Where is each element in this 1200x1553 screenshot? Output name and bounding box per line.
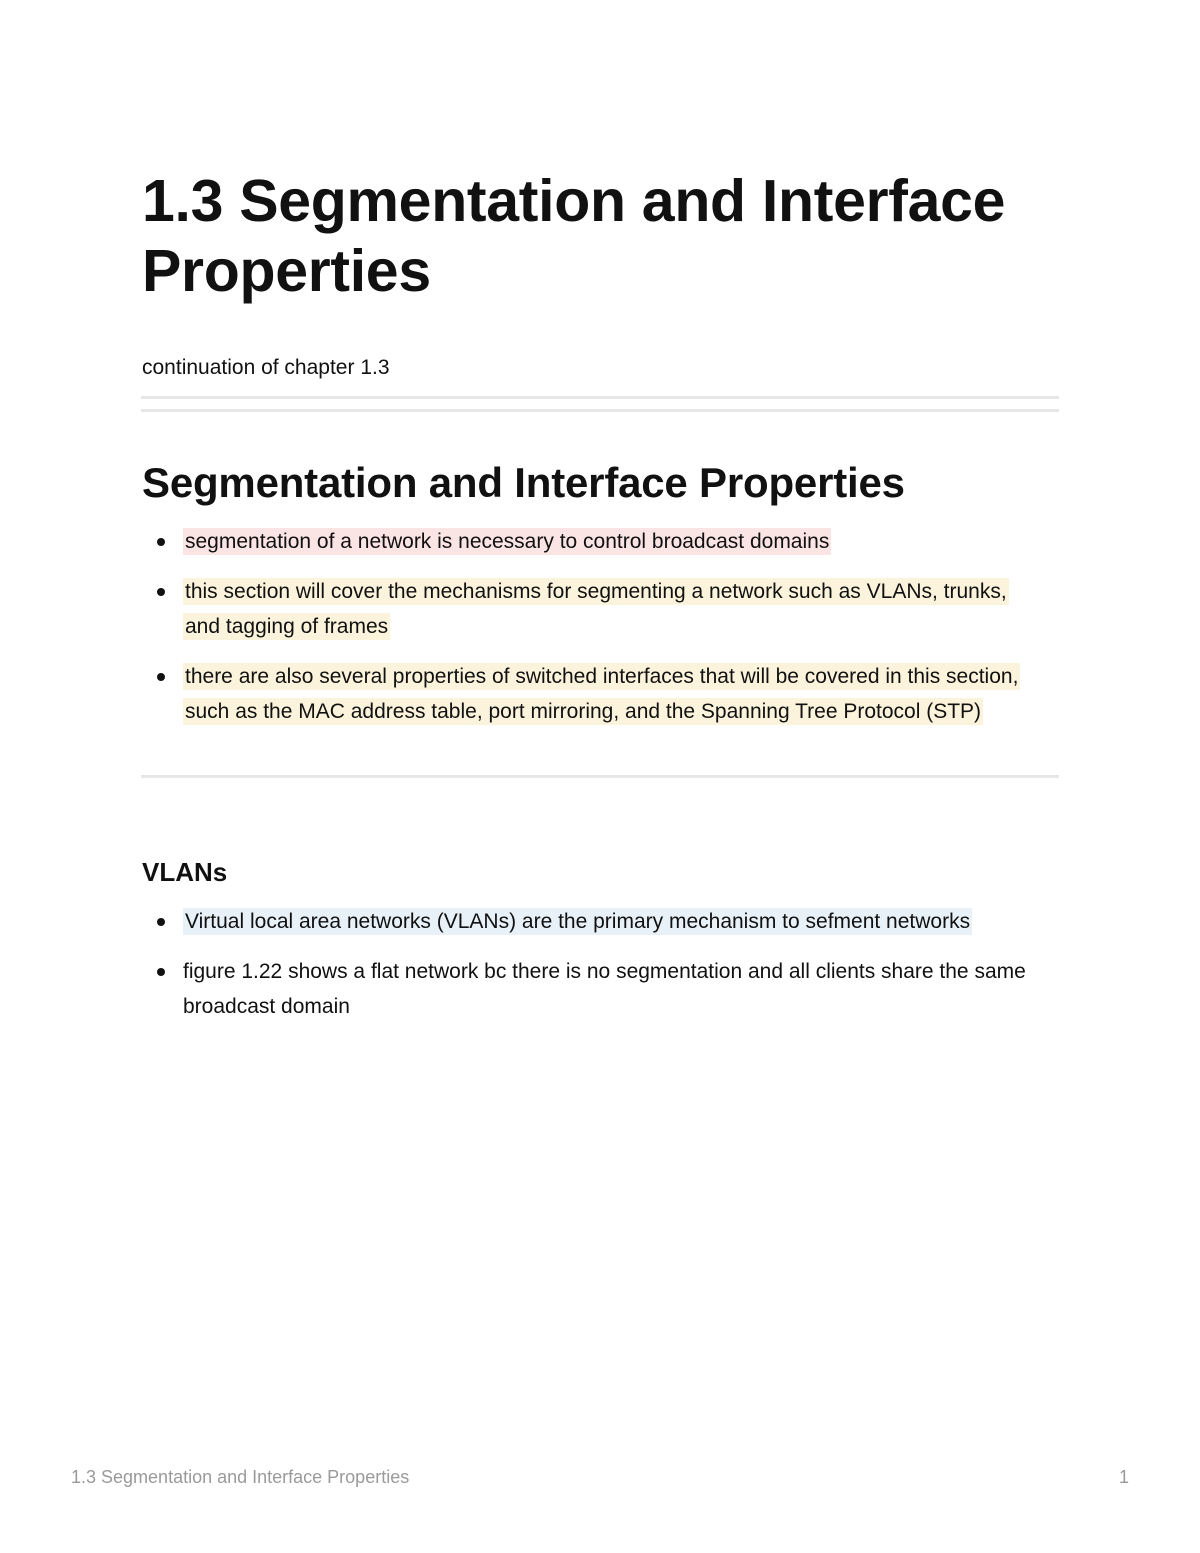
list-item bbox=[142, 904, 1042, 940]
bullet-icon bbox=[157, 918, 165, 926]
list-item bbox=[142, 524, 1042, 560]
section-heading: Segmentation and Interface Properties bbox=[142, 459, 905, 506]
section-bullet-list bbox=[142, 524, 1042, 744]
highlighted-text: there are also several properties of switched interfaces that will be covered in this section, such as the MAC address table, port mirroring, and the Spanning Tree Protocol (STP) bbox=[185, 664, 1019, 723]
page-number: 1 bbox=[1118, 1467, 1129, 1487]
footer-title: 1.3 Segmentation and Interface Properties bbox=[71, 1467, 410, 1487]
subsection-bullet-list bbox=[142, 904, 1042, 1039]
highlighted-text: Virtual local area networks (VLANs) are the primary mechanism to sefment networks bbox=[185, 910, 971, 933]
bullet-icon bbox=[157, 673, 165, 681]
divider bbox=[141, 775, 1059, 778]
bullet-icon bbox=[157, 968, 165, 976]
list-item bbox=[142, 659, 1042, 730]
divider bbox=[141, 396, 1059, 399]
list-item bbox=[142, 574, 1042, 645]
list-item bbox=[142, 954, 1042, 1025]
highlighted-text: this section will cover the mechanisms for segmenting a network such as VLANs, trunks, and tagging of frames bbox=[185, 579, 1007, 638]
highlighted-text: segmentation of a network is necessary to control broadcast domains bbox=[185, 530, 830, 553]
divider bbox=[141, 409, 1059, 412]
page-title: 1.3 Segmentation and Interface Properties bbox=[142, 168, 1006, 304]
page-subtitle: continuation of chapter 1.3 bbox=[142, 356, 390, 379]
bullet-icon bbox=[157, 538, 165, 546]
subsection-heading: VLANs bbox=[142, 857, 228, 887]
bullet-icon bbox=[157, 588, 165, 596]
list-item-text: figure 1.22 shows a flat network bc there is no segmentation and all clients share the same broadcast domain bbox=[183, 959, 1026, 1018]
